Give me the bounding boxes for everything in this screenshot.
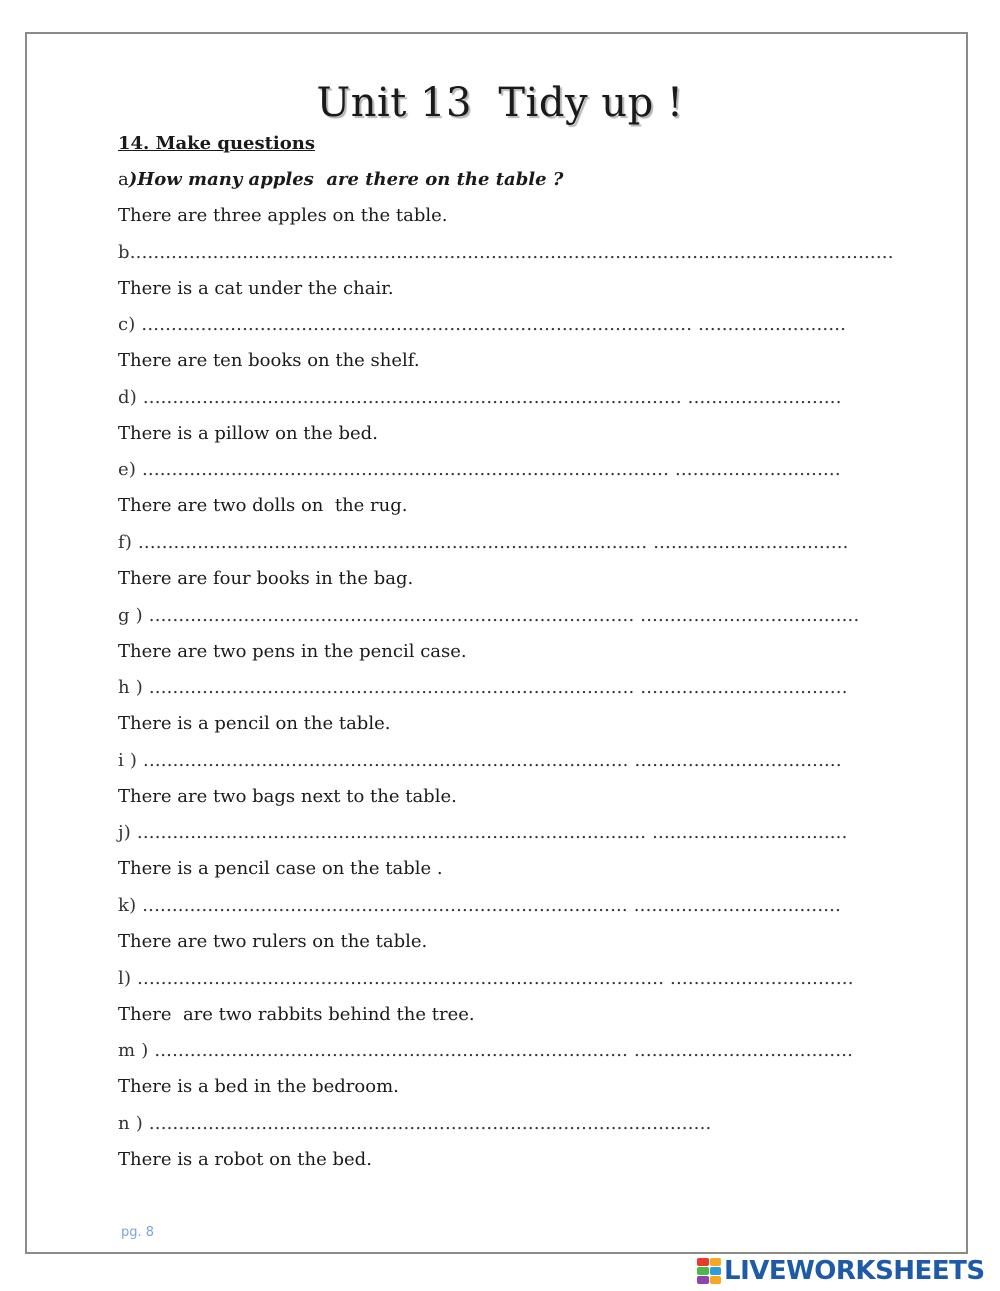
exercise-heading: 14. Make questions: [118, 133, 315, 154]
page-title: Unit 13 Tidy up !: [316, 80, 684, 126]
answer-blank-line[interactable]: l) ......................................................................................... ...............................: [118, 967, 854, 989]
statement-line: There are ten books on the shelf.: [118, 350, 420, 372]
statement-line: There are two dolls on the rug.: [118, 495, 408, 517]
answer-blank-line[interactable]: d) ........................................................................................... ..........................: [118, 386, 842, 408]
example-question: [118, 169, 563, 191]
statement-line: There is a pencil case on the table .: [118, 858, 443, 880]
answer-blank-line[interactable]: f) ...................................................................................... .................................: [118, 532, 849, 553]
answer-blank-line[interactable]: c) ............................................................................................. .........................: [118, 314, 847, 336]
statement-line: There is a pillow on the bed.: [118, 422, 378, 444]
answer-blank-line[interactable]: m ) ................................................................................ .....................................: [118, 1040, 854, 1062]
liveworksheets-icon: [697, 1258, 721, 1284]
statement-line: There are four books in the bag.: [118, 568, 414, 589]
answer-blank-line[interactable]: h ) .................................................................................. ...................................: [118, 677, 848, 699]
answer-blank-line[interactable]: i ) .................................................................................. ...................................: [118, 749, 842, 771]
answer-blank-line[interactable]: b.................................................................................................................................: [118, 241, 894, 263]
answer-blank-line[interactable]: e) ......................................................................................... ............................: [118, 459, 841, 481]
statement-line: There is a cat under the chair.: [118, 277, 394, 299]
statement-line: There are two rulers on the table.: [118, 931, 428, 952]
liveworksheets-logo[interactable]: [697, 1256, 985, 1286]
example-prefix: a: [118, 169, 129, 190]
answer-blank-line[interactable]: g ) .................................................................................. .....................................: [118, 604, 860, 626]
example-question-text: )How many apples are there on the table ?: [128, 169, 564, 190]
statement-line: There are two bags next to the table.: [118, 785, 457, 807]
statement-line: There are two rabbits behind the tree.: [118, 1003, 475, 1025]
statement-line: There is a bed in the bedroom.: [118, 1076, 399, 1098]
liveworksheets-wordmark: LIVEWORKSHEETS: [724, 1256, 985, 1286]
statement-line: There is a pencil on the table.: [118, 713, 391, 735]
answer-blank-line[interactable]: j) ...................................................................................... .................................: [118, 822, 848, 844]
statement-line: There are two pens in the pencil case.: [118, 640, 467, 662]
answer-blank-line[interactable]: k) .................................................................................. ...................................: [118, 895, 842, 916]
statement-line: There is a robot on the bed.: [118, 1148, 372, 1170]
answer-blank-line[interactable]: n ) ...............................................................................................: [118, 1112, 712, 1134]
page-number: pg. 8: [121, 1225, 155, 1240]
statement-line: There are three apples on the table.: [118, 205, 448, 226]
